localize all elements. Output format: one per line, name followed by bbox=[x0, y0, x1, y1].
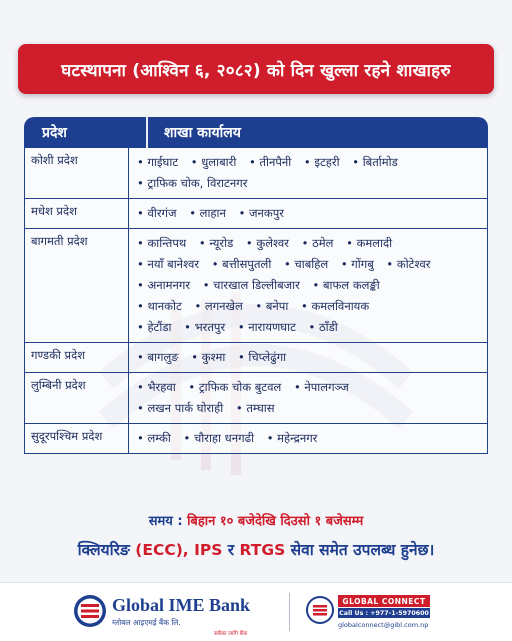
branch-item: • लगनखेल bbox=[194, 299, 242, 313]
branch-item: • बनेपा bbox=[255, 299, 288, 313]
province-cell: लुम्बिनी प्रदेश bbox=[25, 373, 129, 423]
header-branches: शाखा कार्यालय bbox=[164, 125, 241, 141]
branch-item: • कुलेश्वर bbox=[246, 236, 289, 250]
province-cell: कोशी प्रदेश bbox=[25, 148, 129, 198]
footer-divider bbox=[289, 593, 290, 631]
branch-item: • कोटेश्वर bbox=[386, 257, 430, 271]
table-row bbox=[25, 342, 487, 372]
bank-name-nepali: ग्लोबल आइएमई बैंक लि. bbox=[112, 618, 181, 627]
table-body bbox=[24, 148, 488, 454]
branch-item: • जनकपुर bbox=[239, 206, 284, 220]
branch-item: • धुलाबारी bbox=[191, 155, 237, 169]
branch-item: • ट्राफिक चोक बुटवल bbox=[188, 380, 281, 394]
table-row bbox=[25, 148, 487, 198]
branch-item: • बागलुङ bbox=[137, 350, 179, 364]
timing-label: समय : bbox=[148, 514, 183, 529]
branch-item: • वीरगंज bbox=[137, 206, 177, 220]
branch-list bbox=[129, 148, 487, 198]
branch-item: • गोंगबु bbox=[341, 257, 374, 271]
branch-item: • महेन्द्रनगर bbox=[267, 431, 318, 445]
global-connect-icon bbox=[306, 596, 334, 624]
branch-item: • इटहरी bbox=[304, 155, 340, 169]
bank-logo-icon bbox=[73, 594, 107, 628]
branch-item: • ठमेल bbox=[302, 236, 334, 250]
branch-item: • नेपालगञ्ज bbox=[294, 380, 349, 394]
branch-item: • हेटौंडा bbox=[137, 320, 171, 334]
service-rtgs: RTGS bbox=[239, 541, 286, 559]
branch-item: • भरतपुर bbox=[184, 320, 225, 334]
services-prefix: क्लियरिङ bbox=[77, 541, 130, 559]
branch-item: • लखन पार्क घोराही bbox=[137, 401, 223, 415]
branch-item: • नारायणघाट bbox=[238, 320, 296, 334]
global-connect-title: GLOBAL CONNECT bbox=[338, 595, 430, 607]
branch-item: • न्यूरोड bbox=[199, 236, 233, 250]
branch-item: • तीनपैनी bbox=[249, 155, 291, 169]
branch-item: • गाईघाट bbox=[137, 155, 178, 169]
header-divider bbox=[146, 117, 148, 148]
branch-item: • बिर्तामोड bbox=[352, 155, 398, 169]
branch-item: • भैरहवा bbox=[137, 380, 176, 394]
header-province: प्रदेश bbox=[42, 125, 67, 141]
branch-item: • कमलविनायक bbox=[301, 299, 369, 313]
branch-item: • तम्घास bbox=[236, 401, 275, 415]
service-ips: IPS bbox=[194, 541, 223, 559]
branch-table bbox=[24, 117, 488, 454]
page-title: घटस्थापना (आश्विन ६, २०८२) को दिन खुल्ला रहने शाखाहरु bbox=[61, 60, 451, 81]
contact-phone[interactable]: Call Us : +977-1-5970600 bbox=[339, 609, 429, 617]
branch-list bbox=[129, 373, 487, 423]
branch-item: • चारखाल डिल्लीबजार bbox=[203, 278, 300, 292]
branch-item: • कान्तिपथ bbox=[137, 236, 186, 250]
province-cell: बागमती प्रदेश bbox=[25, 229, 129, 342]
table-row bbox=[25, 372, 487, 423]
branch-item: • चिप्लेढुंगा bbox=[238, 350, 286, 364]
province-cell: गण्डकी प्रदेश bbox=[25, 343, 129, 372]
province-cell: सुदूरपश्चिम प्रदेश bbox=[25, 424, 129, 453]
timing-notice bbox=[0, 511, 512, 529]
branch-item: • चाबहिल bbox=[284, 257, 328, 271]
table-header bbox=[24, 117, 488, 148]
table-row bbox=[25, 198, 487, 228]
branch-item: • बाफल कलङ्की bbox=[313, 278, 380, 292]
services-notice bbox=[0, 538, 512, 560]
branch-item: • कुश्मा bbox=[191, 350, 225, 364]
branch-item: • नयाँ बानेश्वर bbox=[137, 257, 199, 271]
services-conjunction: र bbox=[227, 541, 235, 559]
service-ecc: (ECC), bbox=[135, 541, 189, 559]
branch-item: • लम्की bbox=[137, 431, 171, 445]
branch-list bbox=[129, 229, 487, 342]
branch-item: • अनामनगर bbox=[137, 278, 190, 292]
branch-item: • ट्राफिक चोक, विराटनगर bbox=[137, 176, 247, 190]
province-cell: मधेश प्रदेश bbox=[25, 199, 129, 228]
bank-tagline: सबैका लागि बैंक bbox=[214, 631, 248, 637]
timing-value: बिहान १० बजेदेखि दिउसो १ बजेसम्म bbox=[187, 514, 364, 529]
branch-item: • ठाँडी bbox=[309, 320, 338, 334]
branch-list bbox=[129, 343, 487, 372]
branch-item: • लाहान bbox=[189, 206, 226, 220]
branch-list bbox=[129, 424, 487, 453]
footer bbox=[0, 582, 512, 641]
branch-list bbox=[129, 199, 487, 228]
branch-item: • चौराहा धनगढी bbox=[184, 431, 255, 445]
branch-item: • कमलादी bbox=[346, 236, 392, 250]
branch-item: • थानकोट bbox=[137, 299, 182, 313]
table-row bbox=[25, 228, 487, 342]
services-suffix: सेवा समेत उपलब्ध हुनेछ। bbox=[290, 541, 435, 559]
branch-item: • बत्तीसपुतली bbox=[212, 257, 272, 271]
contact-email[interactable]: globalconnect@gibl.com.np bbox=[338, 621, 429, 629]
title-banner bbox=[18, 44, 494, 94]
table-row bbox=[25, 423, 487, 453]
bank-name: Global IME Bank bbox=[112, 595, 251, 615]
